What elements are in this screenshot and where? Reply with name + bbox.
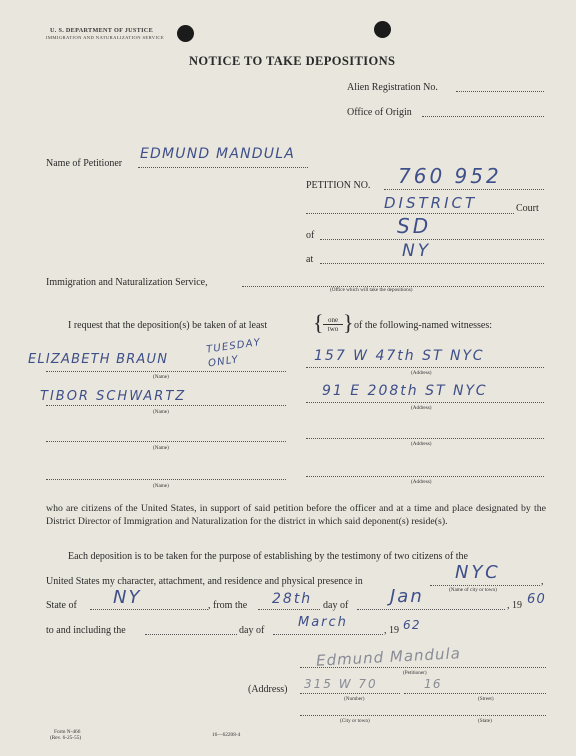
residence-city-caption: (Name of city or town): [449, 587, 497, 593]
to-label: to and including the: [46, 625, 126, 636]
to-day-field[interactable]: [145, 634, 237, 635]
witness-2-name-field[interactable]: [46, 405, 286, 406]
address-street-field[interactable]: [404, 693, 546, 694]
address-number-caption: (Number): [344, 696, 365, 702]
from-year-prefix: , 19: [507, 600, 522, 611]
petitioner-field[interactable]: [138, 167, 308, 168]
at-field[interactable]: [320, 263, 544, 264]
witness-1-address-field[interactable]: [306, 367, 544, 368]
to-month-field[interactable]: [273, 634, 383, 635]
one-two-choice: [323, 316, 343, 333]
form-revision: (Rev. 6-25-55): [50, 735, 82, 741]
witness-4-name-field[interactable]: [46, 479, 286, 480]
option-one: one: [323, 316, 343, 325]
petition-number: 760 952: [398, 164, 502, 188]
alien-registration-label: Alien Registration No.: [347, 82, 438, 93]
address-state-caption: (State): [478, 718, 492, 724]
from-day-value: 28th: [272, 591, 313, 607]
of-field[interactable]: [320, 239, 544, 240]
petition-no-label: PETITION NO.: [306, 180, 371, 191]
witness-1-name-caption: (Name): [153, 374, 169, 380]
witness-2-address-caption: (Address): [411, 405, 432, 411]
witness-4-address-field[interactable]: [306, 476, 544, 477]
state-label: State of: [46, 600, 77, 611]
brace-open: {: [313, 310, 324, 335]
punch-hole-left: [177, 25, 194, 42]
petition-no-field[interactable]: [384, 189, 544, 190]
witness-4-name-caption: (Name): [153, 483, 169, 489]
address-number-value: 315 W 70: [304, 677, 378, 691]
service-label: Immigration and Naturalization Service,: [46, 277, 208, 288]
from-day-of-label: day of: [323, 600, 349, 611]
office-of-origin-field[interactable]: [422, 116, 544, 117]
from-month-field[interactable]: [357, 609, 505, 610]
service-caption: (Office which will take the depositions): [330, 287, 413, 293]
brace-close: }: [343, 310, 354, 335]
department-header: U. S. DEPARTMENT OF JUSTICE: [50, 27, 153, 34]
form-number: Form N-466: [54, 729, 81, 735]
witness-1-name: ELIZABETH BRAUN: [28, 352, 169, 367]
residence-text: United States my character, attachment, and residence and physical presence in: [46, 576, 363, 587]
witness-1-address-caption: (Address): [411, 370, 432, 376]
witness-3-address-field[interactable]: [306, 438, 544, 439]
at-value: NY: [402, 241, 432, 261]
from-month-value: Jan: [390, 586, 424, 607]
witness-1-note: TUESDAY ONLY: [205, 337, 262, 370]
office-of-origin-label: Office of Origin: [347, 107, 412, 118]
from-label: , from the: [208, 600, 248, 611]
witness-1-name-field[interactable]: [46, 371, 286, 372]
of-value: SD: [397, 214, 432, 238]
from-year-value: 60: [527, 592, 546, 607]
petitioner-label: Name of Petitioner: [46, 158, 123, 169]
petitioner-signature: Edmund Mandula: [315, 644, 462, 670]
witness-2-address-field[interactable]: [306, 402, 544, 403]
from-day-field[interactable]: [258, 609, 320, 610]
witness-2-address: 91 E 208th ST NYC: [322, 383, 488, 399]
state-field[interactable]: [90, 609, 208, 610]
witness-2-name: TIBOR SCHWARTZ: [40, 389, 187, 404]
petitioner-caption: (Petitioner): [403, 670, 427, 676]
address-city-caption: (City or town): [340, 718, 370, 724]
at-label: at: [306, 254, 314, 265]
address-street-value: 16: [424, 677, 442, 691]
alien-registration-field[interactable]: [456, 91, 544, 92]
address-street-caption: (Street): [478, 696, 494, 702]
court-value: DISTRICT: [384, 194, 478, 212]
witness-3-name-field[interactable]: [46, 441, 286, 442]
citizens-paragraph: who are citizens of the United States, in support of said petition before the officer and at a time and place designated by the District Director of Immigration and Naturalization for the district in which said deponent(s) reside(s).: [46, 503, 546, 527]
form-title: NOTICE TO TAKE DEPOSITIONS: [189, 54, 396, 68]
purpose-paragraph: Each deposition is to be taken for the purpose of establishing by the testimony of two citizens of the: [68, 551, 468, 562]
address-number-field[interactable]: [300, 693, 400, 694]
to-year-prefix: , 19: [384, 625, 399, 636]
residence-city-value: NYC: [455, 562, 501, 583]
witness-3-address-caption: (Address): [411, 441, 432, 447]
printing-code: 16—62208-4: [212, 732, 241, 738]
witness-3-name-caption: (Name): [153, 445, 169, 451]
witness-2-name-caption: (Name): [153, 409, 169, 415]
punch-hole-right: [374, 21, 391, 38]
request-text-before: I request that the deposition(s) be taken of at least: [68, 320, 268, 331]
service-header: IMMIGRATION AND NATURALIZATION SERVICE: [46, 35, 165, 40]
option-two: two: [327, 325, 339, 333]
residence-city-field[interactable]: [430, 585, 540, 586]
court-label: Court: [516, 203, 539, 214]
address-city-field[interactable]: [300, 715, 546, 716]
witness-1-address: 157 W 47th ST NYC: [314, 348, 485, 364]
to-month-value: March: [298, 615, 348, 630]
state-value: NY: [113, 587, 142, 608]
petitioner-name: EDMUND MANDULA: [140, 146, 295, 162]
witness-4-address-caption: (Address): [411, 479, 432, 485]
to-day-of-label: day of: [239, 625, 265, 636]
of-label: of: [306, 230, 315, 241]
request-text-after: of the following-named witnesses:: [354, 320, 493, 331]
address-label: (Address): [248, 684, 288, 695]
residence-comma: ,: [541, 576, 544, 587]
to-year-value: 62: [403, 618, 421, 632]
